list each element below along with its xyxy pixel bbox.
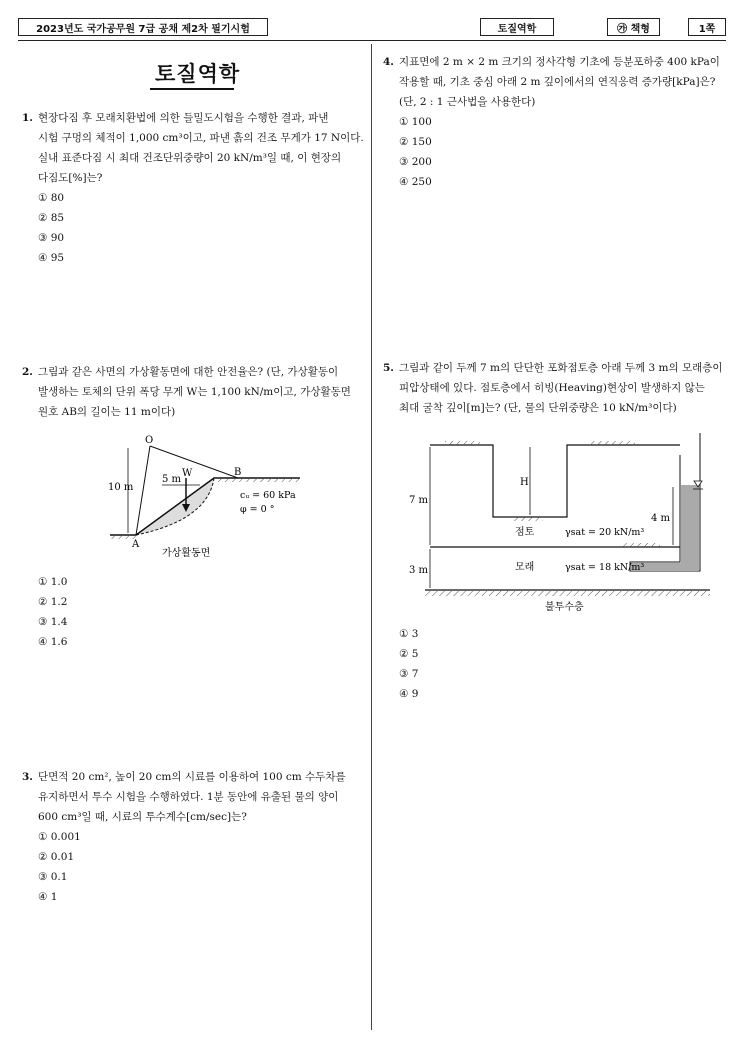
clay-unit-weight: γsat = 20 kN/m³ [565, 527, 645, 538]
weight-label: W [182, 468, 193, 479]
height-label: 10 m [108, 482, 134, 493]
question-5 [383, 358, 728, 418]
question-text: 단면적 20 cm², 높이 20 cm의 시료를 이용하여 100 cm 수두차를 유지하면서 투수 시험을 수행하였다. 1분 동안에 유출된 물의 양이 600 cm³일 때, 시료의 투수계수[cm/sec]는? [38, 771, 346, 823]
option[interactable]: ② 5 [399, 648, 419, 660]
title-underline [150, 88, 234, 90]
question-number: 1. [22, 112, 33, 124]
sand-label: 모래 [515, 562, 535, 573]
option[interactable]: ④ 1.6 [38, 636, 68, 648]
question-text: 현장다짐 후 모래치환법에 의한 들밀도시험을 수행한 결과, 파낸 시험 구멍의 체적이 1,000 cm³이고, 파낸 흙의 건조 무게가 17 N이다. 실내 표준다짐 시 최대 건조단위중량이 20 kN/m³일 때, 이 현장의 다짐도[%]는? [38, 112, 364, 184]
question-number: 4. [383, 56, 394, 68]
question-text: 그림과 같이 두께 7 m의 단단한 포화점토층 아래 두께 3 m의 모래층이 피압상태에 있다. 점토층에서 히빙(Heaving)현상이 발생하지 않는 최대 굴착 깊이[m]는? (단, 물의 단위중량은 10 kN/m³이다) [399, 362, 723, 414]
impermeable-layer-label: 불투수층 [545, 602, 584, 613]
slope-figure [100, 430, 315, 560]
question-number: 3. [22, 771, 33, 783]
point-b: B [234, 467, 242, 478]
point-o: O [145, 435, 154, 446]
question-4 [383, 52, 728, 192]
option[interactable]: ④ 250 [399, 176, 432, 188]
question-1 [22, 108, 364, 268]
question-number: 5. [383, 362, 394, 374]
option[interactable]: ② 85 [38, 212, 65, 224]
heaving-figure [405, 425, 715, 620]
question-2-options [22, 572, 364, 652]
option[interactable]: ③ 90 [38, 232, 65, 244]
option[interactable]: ① 100 [399, 116, 432, 128]
option[interactable]: ④ 1 [38, 891, 58, 903]
question-number: 2. [22, 366, 33, 378]
question-2 [22, 362, 364, 422]
depth-h-label: H [520, 477, 529, 488]
option[interactable]: ② 1.2 [38, 596, 68, 608]
page-title: 토질역학 [155, 62, 241, 86]
option[interactable]: ③ 7 [399, 668, 419, 680]
question-text: 그림과 같은 사면의 가상활동면에 대한 안전율은? (단, 가상활동이 발생하는 토체의 단위 폭당 무게 W는 1,100 kN/m이고, 가상활동면 원호 AB의 길이는 11 m이다) [38, 366, 351, 418]
clay-label: 점토 [515, 527, 535, 538]
cohesion-label: cᵤ = 60 kPa [240, 490, 296, 501]
column-divider [371, 44, 372, 1030]
question-text: 지표면에 2 m × 2 m 크기의 정사각형 기초에 등분포하중 400 kPa이 작용할 때, 기초 중심 아래 2 m 깊이에서의 연직응력 증가량[kPa]은? (단, 2 : 1 근사법을 사용한다) [399, 56, 720, 108]
header-page: 1쪽 [688, 18, 726, 36]
water-head-label: 4 m [651, 513, 671, 524]
option[interactable]: ② 0.01 [38, 851, 75, 863]
question-3 [22, 767, 364, 907]
width-label: 5 m [162, 474, 182, 485]
option[interactable]: ③ 200 [399, 156, 432, 168]
option[interactable]: ① 3 [399, 628, 419, 640]
sand-unit-weight: γsat = 18 kN/m³ [565, 562, 645, 573]
header-booklet: ㉮ 책형 [607, 18, 660, 36]
question-5-options [383, 624, 728, 704]
header-subject: 토질역학 [480, 18, 554, 36]
option[interactable]: ④ 95 [38, 252, 65, 264]
option[interactable]: ③ 0.1 [38, 871, 68, 883]
header-exam: 2023년도 국가공무원 7급 공채 제2차 필기시험 [18, 18, 268, 36]
option[interactable]: ① 80 [38, 192, 65, 204]
option[interactable]: ② 150 [399, 136, 432, 148]
header-rule [18, 40, 726, 41]
option[interactable]: ① 0.001 [38, 831, 81, 843]
friction-label: φ = 0 ° [240, 504, 275, 515]
clay-thickness-label: 7 m [409, 495, 429, 506]
option[interactable]: ① 1.0 [38, 576, 68, 588]
option[interactable]: ③ 1.4 [38, 616, 68, 628]
sand-thickness-label: 3 m [409, 565, 429, 576]
slip-surface-caption: 가상활동면 [162, 548, 211, 559]
option[interactable]: ④ 9 [399, 688, 419, 700]
point-a: A [132, 539, 140, 550]
